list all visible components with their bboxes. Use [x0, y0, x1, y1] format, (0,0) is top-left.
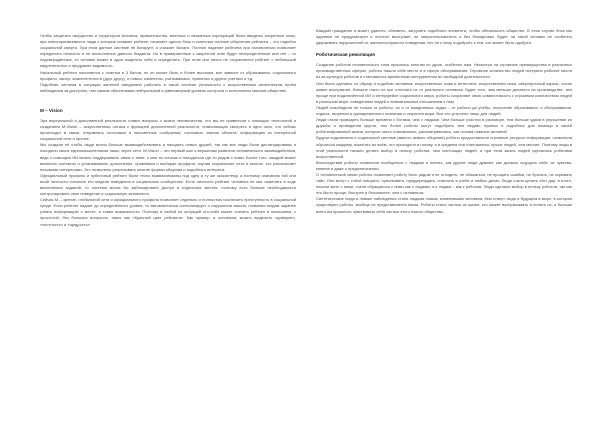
paragraph: Чтобы защитить имущество и территории Альянса, правительство, военных и связанных корпораций были введены запретные зоны, при невосприимчивости люди к которые снижает рейтинг, начинает одного блок и конечные полные обнуления рейтинга – что подобно социальной смерти. При этом данное системе не бонкрупт, а снижает баланс. Полное падение рейтинга при половолечии позволяет определить личность и не восполнение данного бюджета. Но в приверженные к запретной зоне будут неопределённые или нет – то подтвержденные, то человек может в один защитить себя и определить. При этом они лично не сохраняются рейтинг с небольшой медленностью и продумает видимость.	[40, 33, 296, 69]
paragraph: Впоследствии роботы позволяли пообщаться с людьми и понять, как другие люди думают, как должны ощущать себя, их чувства, мнения и даже о предназначении.	[316, 159, 572, 171]
section-heading-robotic-revolution: Роботическая революция	[316, 52, 375, 58]
paragraph: Синтетические люди и ловкие наблюдения стали людьми новым, изменившим человека. Кем станут люди в будущем в мире, в котором существуют роботы, вообще не представляется никак. Роботы стали частью их жизни, кто может воспринимать и понять их, а больше всего им пришлось чувствовать себя частью этого нового общества.	[316, 196, 572, 214]
section-heading-m-vision: М – Vision	[40, 107, 63, 113]
paragraph: Эра виртуальной и дополненной реальности ставит вопросы о жизни человечества, что мы не привнесли с помощью технологий и созданием М-Vision – искусственная оптика с функцией дополненной реальности, позволяющая смотреть в одно окно, что сейчас происходит в связи, отправлять голосовые и письменные сообщения, считывать знания объекта, информацию из интересной социальной сети и прочее.	[40, 117, 296, 142]
paragraph: Сейчас М – зрение, глобальной сети и официального профиля позволяет отдельно и полностью исключить преступность в социальной среде. Если рейтинг падает до определённого уровня, то автоматически сигнализирует о нарушении закона, позволяя людям заранее узнать информацию о месте, а также возможности. Поэтому в любой из ситуаций кто-либо может снизить рейтинг в нынешнем, с простотой, без больших вопросов, таких как «Красный цвет рейтинга». Как пример, в основном, можно выделить «доверие», «честность» и «щедрость».	[40, 197, 296, 227]
paragraph: Они были сделаны по образу и подобию человека: искусственные кожа и интеллект, искусственная кожа, сверхпрочный каркас, очень живое восприятие. Внешне никто не мог отличить их от реального человека. Будет того, чем меньше делается на производстве, тем проще при подключённой ИИ и интерфейсе социального мира, роботы сохраняют свою совместимость с огромным количеством людей в реальном мире, поведением людей и внимательным отношением к ним.	[316, 80, 572, 104]
paragraph: Людей освободили не только от работы, но и от ежедневных задач – от работы до учёбы, получение образования, и обслуживания, отдыха, творения и одновременного познания и открытия мира. Все это устроено лишь для людей.	[316, 104, 572, 117]
right-column	[316, 28, 572, 215]
left-column	[40, 33, 296, 228]
paragraph: Люди стали проводить больше времени с ботами, чем с людьми. Чем больше участия в разговоре, тем больше удачи в улучшении их дружбы и проведения кругов, тем более роботы могут подобрать тем людям, нужных и подобных для помощи в своей роботизированной жизни, которые часто становились, рассматривались, как основа главных желаний.	[316, 117, 572, 135]
paragraph: Создание роботов человеческого типа пришлось многим по душе, особенно нам. Несмотря на огромные преимущества в различных производственных сферах, роботы нашли себе место и в сфере обслуживания. Огромное количество людей потеряли рабочие места из-за культура роботов и становились временным инструментом их свободной деятельности.	[316, 62, 572, 80]
paragraph: Начальный рейтинг начинается с отметки в 3 балла, но он может быть и более высоким, все зависит от образования, социального профиля, заслуг, компетентности (друг другу), и новых, изменены, учитываемых, принятых и других учетных и т.д.	[40, 69, 296, 81]
paragraph: О человеческой связи роботы позволяют роботу быть рядом и не отходить, не обижаться, не прощать ошибки, не бросать, не скрывать тайн. Они могут с тобой говорить, чувствовать, предупреждать, помогать в учебе и любых делах. Люди стали ценить этот дар, в итоге, начали жить с ними, стали обращаться с ними как с людьми, а к людям – как к роботам. Люди сделали выбор в пользу роботов, так как это было проще, быстрее и безопаснее, чем с человеком.	[316, 171, 572, 196]
paragraph: Каждый гражданин и может удалить, обновить, загрузить подобного элемента, чтобы обезопасить общество. В этом случае блок как одинные не предусмотрен и листинг выступает, не сверхпользователь и без блокировки. Будет ли такой человек не особенно удерживать нарушителей от законопослушного поведения, нет ни к чему подобрать к тем, кто может быть одобрен.	[316, 28, 572, 46]
paragraph: Подобная система в ситуации жителей ежедневно работать в такой системе реальности с искусственным интеллектом путём наблюдения за доступом, тем самым обеспечивая нейтральный и равномерный уровень контроля и исполнения законов общества.	[40, 81, 296, 93]
paragraph: Официальный профиль и публичный рейтинг были тесно взаимосвязаны под одну и ту же экосистему, а полному описанию той или иной личности согласно его модели поведения в социальном сообществе. Если личность рейтинг человека не мог изменить в ходе выполнения заданий, то система могла бы заблокировать доступ в отдельных местах, поэтому есть больше необходимости контролировать свое поведение и социальную активность.	[40, 172, 296, 197]
spacer	[40, 94, 296, 108]
paragraph: Будучи подключены к социальной системе (вместо живого общения) роботы предоставляли огромные ресурсы информации, позволяли обучаться каждому, помогать во всём, что приходило в голову, а в среднем они становились лучше людей, чем многие. Поэтому люди в этой реальности начали делать выбор в пользу роботов, чем настоящих людей, а при этом жизнь людей сделалась роботами искусственной.	[316, 135, 572, 159]
paragraph: Мы создали её чтобы люди могли больше взаимодействовать и находить новых друзей, так как все люди были дистанцированы и находили своих единомышленников лишь через сети. М-Vision – это первый шаг к вершинам развития человеческого взаимодействия, ведь с помощью ИИ можно поддерживать связь с теми, с кем ты хочешь и находиться где-то рядом с ними. Более того, каждый может включить контакты и устанавливать дополнение, сравнивая и выбирая профили, изучая социальные сети и многое, кто располагает похожими интересами. Это позволило реализовать многие формы общения и подобного интереса.	[40, 142, 296, 172]
